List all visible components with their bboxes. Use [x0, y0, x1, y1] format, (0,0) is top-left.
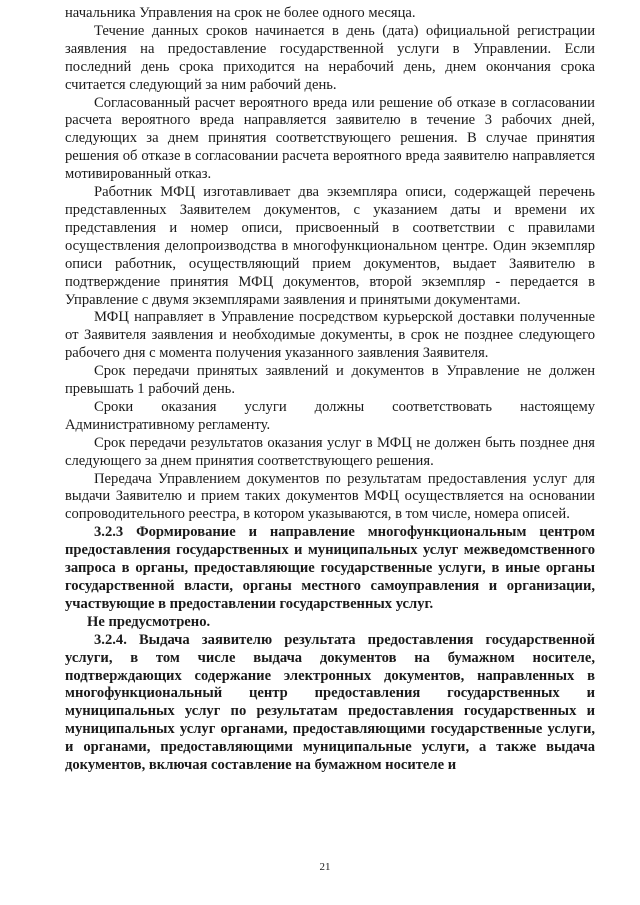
page-number: 21	[319, 861, 331, 873]
paragraph-service-terms: Сроки оказания услуги должны соответствовать настоящему Административному регламенту.	[65, 398, 595, 433]
paragraph-mfc-inventory: Работник МФЦ изготавливает два экземпляра описи, содержащей перечень представленных Заявителем документов, с указанием даты и времени их представления и номер описи, присвоенный в соответствии с правилами осуществления делопроизводства в многофункциональном центре. Один экземпляр описи работник, осуществляющий прием документов, выдает Заявителю в подтверждение принятия МФЦ документов, второй экземпляр - передается в Управление с двумя экземплярами заявления и принятыми документами.	[65, 184, 595, 308]
paragraph-mfc-courier: МФЦ направляет в Управление посредством курьерской доставки полученные от Заявителя заявления и необходимые документы, в срок не позднее следующего рабочего дня с момента получения указанного заявления Заявителя.	[65, 309, 595, 362]
document-page	[65, 0, 595, 905]
section-heading-3-2-3: 3.2.3 Формирование и направление многофункциональным центром предоставления государственных и муниципальных услуг межведомственного запроса в органы, предоставляющие государственные услуги, в иные органы государственной власти, органы местного самоуправления и организации, участвующие в предоставлении государственных услуг.	[65, 524, 595, 612]
paragraph-transfer-term: Срок передачи принятых заявлений и документов в Управление не должен превышать 1 рабочий день.	[65, 363, 595, 398]
paragraph-not-provided: Не предусмотрено.	[87, 613, 211, 630]
section-heading-3-2-4: 3.2.4. Выдача заявителю результата предоставления государственной услуги, в том числе выдача документов на бумажном носителе, подтверждающих содержание электронных документов, направленных в многофункциональный центр предоставления государственных и муниципальных услуг по результатам предоставления государственных и муниципальных услуг органами, предоставляющими государственные услуги, и органами, предоставляющими муниципальные услуги, а также выдача документов, включая составление на бумажном носителе и	[65, 631, 595, 774]
paragraph-register: Передача Управлением документов по результатам предоставления услуг для выдачи Заявителю и прием таких документов МФЦ осуществляется на основании сопроводительного реестра, в котором указываются, в том числе, номера описей.	[65, 470, 595, 523]
document-body	[65, 5, 595, 775]
paragraph-deadline-start: Течение данных сроков начинается в день (дата) официальной регистрации заявления на предоставление государственной услуги в Управлении. Если последний день срока приходится на нерабочий день, днем окончания срока считается следующий за ним рабочий день.	[65, 22, 595, 93]
paragraph-harm-calculation: Согласованный расчет вероятного вреда или решение об отказе в согласовании расчета вероятного вреда направляется заявителю в течение 3 рабочих дней, следующих за днем принятия соответствующего решения. В случае принятия решения об отказе в согласовании расчета вероятного вреда заявителю направляется мотивированный отказ.	[65, 94, 595, 183]
paragraph-results-transfer: Срок передачи результатов оказания услуг в МФЦ не должен быть позднее дня следующего за днем принятия соответствующего решения.	[65, 434, 595, 469]
paragraph-continuation: начальника Управления на срок не более одного месяца.	[65, 5, 416, 21]
